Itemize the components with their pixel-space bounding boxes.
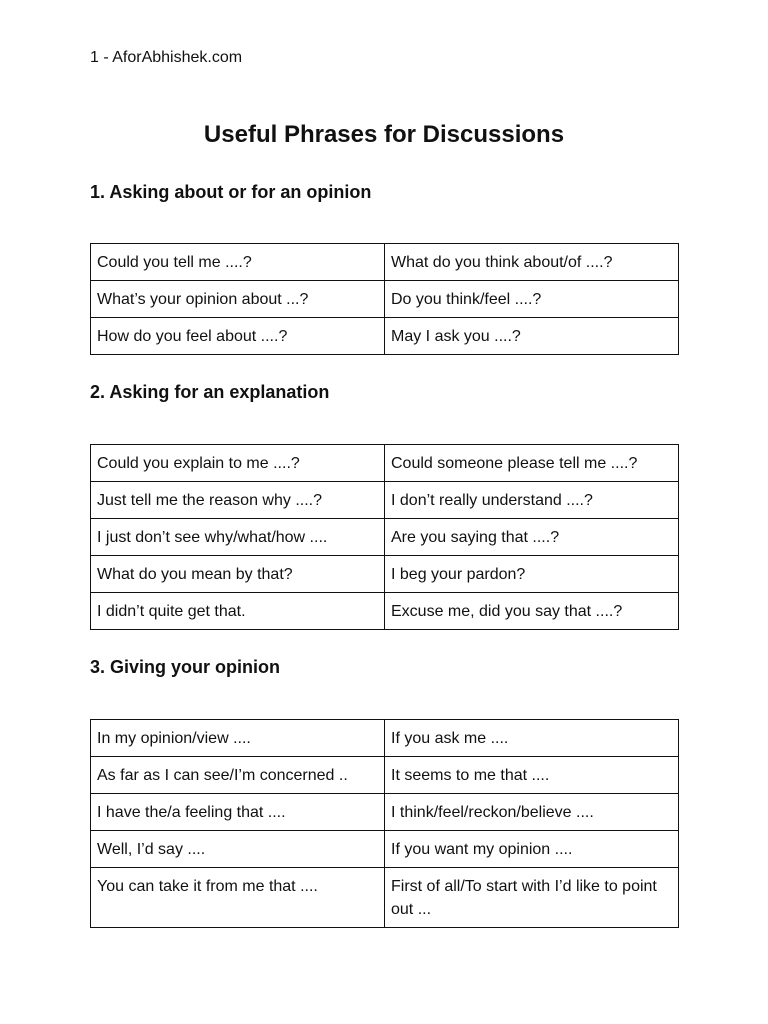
table-row: [91, 831, 679, 868]
table-row: [91, 593, 679, 630]
phrase-cell: I didn’t quite get that.: [91, 593, 385, 630]
phrase-cell: If you ask me ....: [385, 720, 679, 757]
section-3-table: [90, 719, 679, 928]
phrase-cell: How do you feel about ....?: [91, 318, 385, 355]
section-2-heading: 2. Asking for an explanation: [90, 382, 330, 402]
phrase-cell: Could someone please tell me ....?: [385, 445, 679, 482]
phrase-cell: Are you saying that ....?: [385, 519, 679, 556]
table-row: [91, 720, 679, 757]
phrase-cell: I just don’t see why/what/how ....: [91, 519, 385, 556]
phrase-cell: What’s your opinion about ...?: [91, 281, 385, 318]
phrase-cell: What do you mean by that?: [91, 556, 385, 593]
phrase-cell: Do you think/feel ....?: [385, 281, 679, 318]
table-row: [91, 868, 679, 928]
phrase-cell: In my opinion/view ....: [91, 720, 385, 757]
table-row: [91, 482, 679, 519]
section-2-table: [90, 444, 679, 630]
phrase-cell: As far as I can see/I’m concerned ..: [91, 757, 385, 794]
table-row: [91, 281, 679, 318]
phrase-cell: Well, I’d say ....: [91, 831, 385, 868]
table-row: [91, 318, 679, 355]
table-row: [91, 794, 679, 831]
phrase-cell: Could you tell me ....?: [91, 244, 385, 281]
table-row: [91, 757, 679, 794]
table-row: [91, 445, 679, 482]
phrase-cell: May I ask you ....?: [385, 318, 679, 355]
phrase-cell: I have the/a feeling that ....: [91, 794, 385, 831]
phrase-cell: I beg your pardon?: [385, 556, 679, 593]
phrase-cell: I think/feel/reckon/believe ....: [385, 794, 679, 831]
phrase-cell: First of all/To start with I’d like to point out ...: [385, 868, 679, 928]
table-row: [91, 556, 679, 593]
phrase-cell: If you want my opinion ....: [385, 831, 679, 868]
phrase-cell: Could you explain to me ....?: [91, 445, 385, 482]
table-row: [91, 244, 679, 281]
phrase-cell: Just tell me the reason why ....?: [91, 482, 385, 519]
document-title: Useful Phrases for Discussions: [203, 121, 565, 148]
phrase-cell: It seems to me that ....: [385, 757, 679, 794]
phrase-cell: What do you think about/of ....?: [385, 244, 679, 281]
page-header: 1 - AforAbhishek.com: [90, 49, 243, 66]
section-1-heading: 1. Asking about or for an opinion: [90, 182, 372, 202]
phrase-cell: I don’t really understand ....?: [385, 482, 679, 519]
table-row: [91, 519, 679, 556]
phrase-cell: Excuse me, did you say that ....?: [385, 593, 679, 630]
section-1-table: [90, 243, 679, 355]
phrase-cell: You can take it from me that ....: [91, 868, 385, 928]
section-3-heading: 3. Giving your opinion: [90, 657, 281, 677]
